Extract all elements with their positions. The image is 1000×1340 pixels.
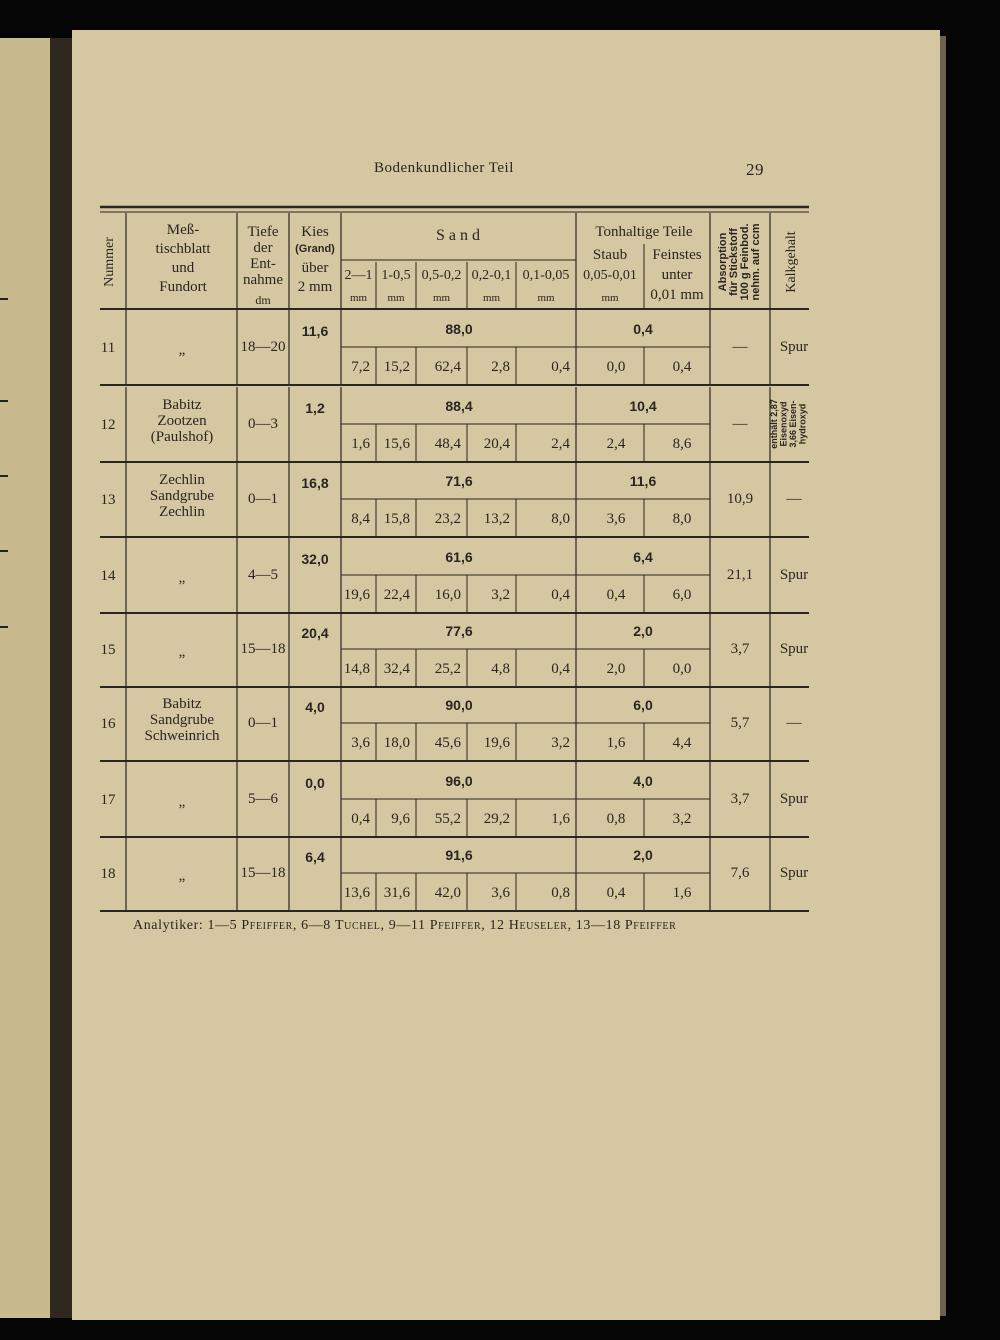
- row-staub: 0,4: [606, 587, 626, 603]
- analyst-range: 1—5: [207, 918, 238, 933]
- row-sand-fraction: 3,6: [491, 885, 510, 901]
- row-sand-fraction: 13,6: [343, 885, 370, 901]
- row-sand-fraction: 0,4: [551, 661, 570, 677]
- row-sand-fraction: 0,4: [551, 587, 570, 603]
- header-sand-fraction: 2—1: [344, 268, 373, 283]
- row-absorption: —: [732, 416, 748, 432]
- analyst-name: Tuchel: [335, 918, 381, 933]
- row-number: 16: [100, 716, 116, 732]
- header-kalkgehalt: Kalkgehalt: [784, 231, 799, 293]
- row-staub: 0,0: [606, 359, 626, 375]
- row-fundort: Sandgrube: [149, 488, 215, 504]
- row-sand-fraction: 0,8: [551, 885, 570, 901]
- header-feinstes: unter: [661, 267, 693, 283]
- header-absorption: nehm. auf ccm: [750, 223, 762, 301]
- row-sand-fraction: 3,2: [491, 587, 510, 603]
- analyst-range: 6—8: [301, 918, 331, 933]
- row-sand-fraction: 16,0: [434, 587, 461, 603]
- running-head: Bodenkundlicher Teil: [374, 160, 514, 176]
- row-tiefe: 0—1: [248, 715, 278, 731]
- row-sand-total: 90,0: [445, 697, 473, 713]
- header-nummer: Nummer: [102, 237, 117, 287]
- row-sand-fraction: 62,4: [434, 359, 461, 375]
- row-number: 18: [100, 866, 116, 882]
- row-sand-fraction: 55,2: [434, 811, 461, 827]
- row-tiefe: 15—18: [240, 641, 286, 657]
- row-sand-total: 61,6: [445, 549, 473, 565]
- row-staub: 2,4: [606, 436, 626, 452]
- row-number: 12: [100, 417, 116, 433]
- header-sand-fraction: 1-0,5: [381, 268, 411, 283]
- header-sand-fraction: 0,5-0,2: [421, 268, 462, 283]
- header-staub-unit: mm: [601, 292, 619, 304]
- row-kies: 11,6: [301, 323, 329, 339]
- row-sand-fraction: 15,2: [383, 359, 410, 375]
- row-fundort: Babitz: [162, 397, 202, 413]
- row-feinstes: 8,0: [672, 511, 692, 527]
- row-sand-fraction: 32,4: [383, 661, 410, 677]
- row-tiefe: 0—3: [248, 416, 278, 432]
- analyst-name: Pfeiffer: [241, 918, 293, 933]
- row-kalkgehalt: Spur: [779, 865, 809, 881]
- header-tiefe: der: [253, 240, 273, 256]
- row-sand-total: 88,4: [445, 398, 473, 414]
- row-kalkgehalt: Spur: [779, 791, 809, 807]
- row-ton-total: 2,0: [633, 623, 653, 639]
- page-number: 29: [746, 160, 764, 179]
- header-tiefe: nahme: [243, 272, 283, 288]
- analyst-label: Analytiker:: [133, 918, 204, 933]
- row-fundort: „: [178, 342, 186, 358]
- header-sand-fraction: 0,1-0,05: [522, 268, 570, 283]
- row-sand-total: 91,6: [445, 847, 473, 863]
- analyst-range: 9—11: [388, 918, 426, 933]
- row-kies: 1,2: [305, 400, 325, 416]
- row-sand-fraction: 9,6: [391, 811, 410, 827]
- row-sand-fraction: 4,8: [491, 661, 510, 677]
- header-kies: (Grand): [295, 243, 335, 255]
- row-sand-fraction: 23,2: [434, 511, 461, 527]
- row-tiefe: 15—18: [240, 865, 286, 881]
- row-feinstes: 1,6: [672, 885, 692, 901]
- row-fundort: Zechlin: [159, 472, 205, 488]
- row-sand-fraction: 8,0: [551, 511, 570, 527]
- row-absorption: 3,7: [730, 641, 750, 657]
- analyst-footer: Analytiker: 1—5 Pfeiffer, 6—8 Tuchel, 9—11 Pfeiffer, 12 Heuseler, 13—18 Pfeiffer: [133, 918, 677, 933]
- header-kies: über: [301, 260, 329, 276]
- row-feinstes: 3,2: [672, 811, 692, 827]
- analyst-range: 13—18: [575, 918, 621, 933]
- row-number: 14: [100, 568, 116, 584]
- header-sand-unit: mm: [537, 292, 555, 304]
- header-absorption: Absorption: [717, 232, 729, 292]
- row-sand-fraction: 42,0: [434, 885, 461, 901]
- row-sand-total: 88,0: [445, 321, 473, 337]
- row-kies: 16,8: [301, 475, 329, 491]
- row-staub: 0,4: [606, 885, 626, 901]
- row-sand-fraction: 19,6: [483, 735, 510, 751]
- row-sand-total: 77,6: [445, 623, 473, 639]
- row-ton-total: 6,0: [633, 697, 653, 713]
- row-feinstes: 8,6: [672, 436, 692, 452]
- row-number: 17: [100, 792, 116, 808]
- row-sand-fraction: 7,2: [351, 359, 370, 375]
- row-sand-fraction: 15,8: [383, 511, 410, 527]
- row-kalk-note: Eisenoxyd: [778, 401, 789, 447]
- row-sand-fraction: 15,6: [383, 436, 410, 452]
- header-sand-unit: mm: [387, 292, 405, 304]
- row-fundort: Zootzen: [157, 413, 207, 429]
- analyst-range: 12: [489, 918, 505, 933]
- row-fundort: „: [178, 794, 186, 810]
- header-sand-unit: mm: [349, 292, 368, 304]
- row-kies: 20,4: [301, 625, 329, 641]
- row-sand-fraction: 22,4: [383, 587, 410, 603]
- row-sand-fraction: 45,6: [434, 735, 461, 751]
- row-sand-fraction: 14,8: [343, 661, 370, 677]
- row-ton-total: 0,4: [633, 321, 653, 337]
- row-fundort: Sandgrube: [149, 712, 215, 728]
- header-messtischblatt: Meß-: [166, 222, 200, 238]
- header-messtischblatt: Fundort: [159, 279, 207, 295]
- row-kies: 4,0: [305, 699, 325, 715]
- row-ton-total: 2,0: [633, 847, 653, 863]
- row-sand-fraction: 29,2: [483, 811, 510, 827]
- row-tiefe: 18—20: [240, 339, 286, 355]
- row-kies: 32,0: [301, 551, 329, 567]
- row-absorption: 3,7: [730, 791, 750, 807]
- row-absorption: 5,7: [730, 715, 750, 731]
- row-sand-fraction: 48,4: [434, 436, 461, 452]
- row-sand-fraction: 13,2: [483, 511, 510, 527]
- header-kies: 2 mm: [297, 279, 333, 295]
- header-sand-unit: mm: [432, 292, 451, 304]
- row-absorption: 7,6: [730, 865, 750, 881]
- header-messtischblatt: tischblatt: [155, 241, 211, 257]
- header-tiefe-unit: dm: [255, 293, 271, 307]
- row-number: 13: [100, 492, 116, 508]
- header-messtischblatt: und: [171, 260, 195, 276]
- row-absorption: 21,1: [726, 567, 754, 583]
- header-kies: Kies: [301, 224, 329, 240]
- row-sand-fraction: 2,8: [491, 359, 510, 375]
- row-fundort: „: [178, 570, 186, 586]
- row-sand-fraction: 31,6: [383, 885, 410, 901]
- row-fundort: Schweinrich: [144, 728, 220, 744]
- row-tiefe: 0—1: [248, 491, 278, 507]
- row-fundort: (Paulshof): [150, 429, 214, 445]
- row-fundort: Babitz: [162, 696, 202, 712]
- row-tiefe: 4—5: [248, 567, 278, 583]
- row-kalkgehalt: —: [786, 491, 802, 507]
- header-feinstes: 0,01 mm: [650, 287, 704, 303]
- header-staub: Staub: [592, 247, 628, 263]
- row-kalk-note: enthält 2,87: [769, 399, 779, 449]
- row-fundort: „: [178, 868, 186, 884]
- row-ton-total: 6,4: [633, 549, 653, 565]
- row-sand-fraction: 20,4: [483, 436, 510, 452]
- row-sand-fraction: 3,6: [351, 735, 370, 751]
- row-fundort: „: [178, 644, 186, 660]
- row-staub: 0,8: [606, 811, 626, 827]
- row-sand-fraction: 8,4: [351, 511, 370, 527]
- row-ton-total: 10,4: [629, 398, 657, 414]
- row-ton-total: 11,6: [629, 473, 657, 489]
- header-tiefe: Ent-: [250, 256, 276, 272]
- row-kalkgehalt: Spur: [779, 339, 809, 355]
- row-kies: 6,4: [305, 849, 325, 865]
- row-feinstes: 4,4: [672, 735, 692, 751]
- header-absorption: für Stickstoff: [728, 228, 740, 296]
- row-number: 11: [100, 340, 116, 356]
- row-sand-fraction: 0,4: [351, 811, 370, 827]
- row-sand-fraction: 1,6: [551, 811, 570, 827]
- header-staub: 0,05-0,01: [583, 268, 637, 283]
- row-feinstes: 6,0: [672, 587, 692, 603]
- row-kalkgehalt: Spur: [779, 567, 809, 583]
- row-sand-fraction: 18,0: [383, 735, 410, 751]
- header-tiefe: Tiefe: [247, 224, 279, 240]
- row-kalk-note: 3,66 Eisen-: [788, 400, 798, 448]
- row-staub: 2,0: [606, 661, 626, 677]
- row-tiefe: 5—6: [248, 791, 278, 807]
- header-tonhaltige-teile: Tonhaltige Teile: [595, 224, 693, 240]
- row-sand-total: 71,6: [445, 473, 473, 489]
- row-absorption: 10,9: [726, 491, 754, 507]
- row-sand-fraction: 25,2: [434, 661, 461, 677]
- row-sand-fraction: 1,6: [351, 436, 370, 452]
- row-absorption: —: [732, 339, 748, 355]
- row-number: 15: [100, 642, 116, 658]
- analyst-name: Heuseler: [508, 918, 568, 933]
- row-feinstes: 0,0: [672, 661, 692, 677]
- row-kalkgehalt: Spur: [779, 641, 809, 657]
- header-sand-unit: mm: [482, 292, 501, 304]
- row-ton-total: 4,0: [633, 773, 653, 789]
- row-sand-total: 96,0: [445, 773, 473, 789]
- row-kalkgehalt: —: [786, 715, 802, 731]
- row-staub: 3,6: [606, 511, 626, 527]
- header-absorption: 100 g Feinbod.: [739, 223, 751, 301]
- row-staub: 1,6: [606, 735, 626, 751]
- row-sand-fraction: 3,2: [551, 735, 570, 751]
- row-sand-fraction: 2,4: [551, 436, 570, 452]
- analyst-name: Pfeiffer: [429, 918, 482, 933]
- header-sand: S a n d: [436, 227, 480, 244]
- row-kalk-note: hydroxyd: [797, 403, 808, 445]
- row-sand-fraction: 0,4: [551, 359, 570, 375]
- row-feinstes: 0,4: [672, 359, 692, 375]
- row-kies: 0,0: [305, 775, 325, 791]
- row-sand-fraction: 19,6: [343, 587, 370, 603]
- analyst-name: Pfeiffer: [624, 918, 677, 933]
- header-sand-fraction: 0,2-0,1: [471, 268, 512, 283]
- row-fundort: Zechlin: [159, 504, 205, 520]
- header-feinstes: Feinstes: [652, 247, 702, 263]
